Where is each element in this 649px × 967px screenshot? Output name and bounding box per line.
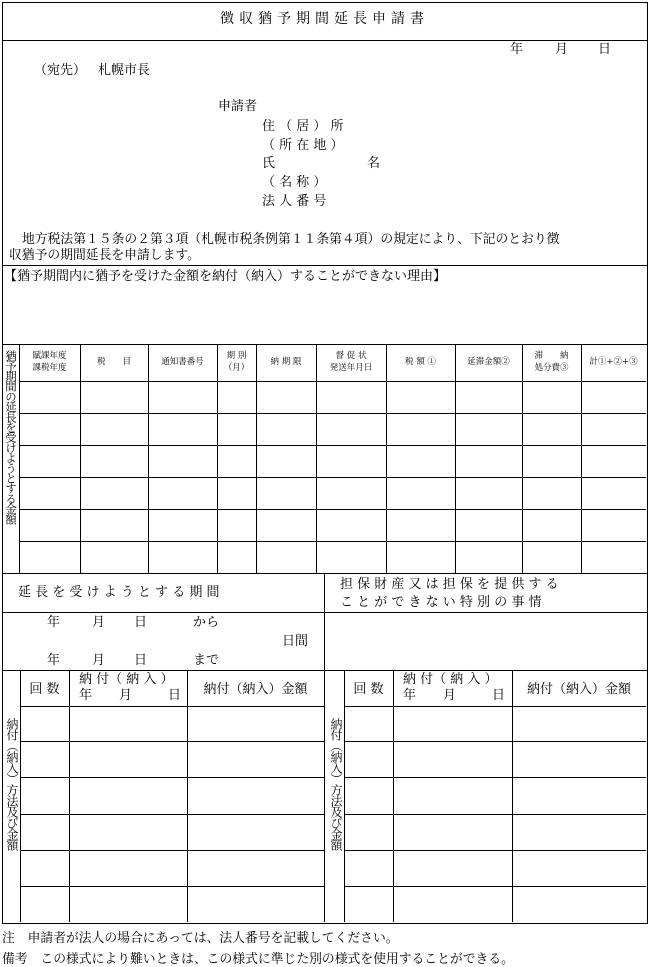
payment-cell[interactable] — [70, 851, 186, 885]
payment-cell[interactable] — [21, 815, 68, 849]
payment-cell[interactable] — [21, 742, 68, 776]
amount-cell[interactable] — [387, 542, 454, 572]
amount-cell[interactable] — [149, 510, 216, 540]
collateral-input[interactable] — [326, 614, 645, 669]
amount-cell[interactable] — [20, 414, 79, 444]
payment-date-header-line-1: 納 付（ 納 入 ） — [403, 672, 498, 687]
amount-cell[interactable] — [81, 414, 147, 444]
amount-cell[interactable] — [149, 446, 216, 476]
amount-header-6-line-1: 税 額 ① — [405, 357, 436, 367]
amount-header-0-line-1: 賦課年度 — [32, 351, 67, 361]
payment-amount-header: 納付（納入）金額 — [526, 682, 631, 697]
payment-cell[interactable] — [70, 707, 186, 740]
amount-cell[interactable] — [387, 414, 454, 444]
payment-cell[interactable] — [188, 887, 323, 921]
payment-cell[interactable] — [188, 707, 323, 740]
payment-date-header-year: 年 — [403, 688, 417, 703]
amount-cell[interactable] — [317, 542, 385, 572]
amount-cell[interactable] — [81, 510, 147, 540]
amount-cell[interactable] — [523, 446, 580, 476]
payment-cell[interactable] — [394, 851, 511, 885]
amount-cell[interactable] — [317, 478, 385, 508]
amount-cell[interactable] — [317, 382, 385, 412]
amount-cell[interactable] — [582, 478, 645, 508]
addressee-name: 札幌市長 — [98, 63, 151, 78]
amount-cell[interactable] — [456, 414, 521, 444]
payment-date-header-month: 月 — [119, 688, 133, 703]
period-collateral-divider — [324, 573, 325, 670]
amount-cell[interactable] — [317, 446, 385, 476]
payment-count-header: 回 数 — [29, 682, 60, 697]
amount-cell[interactable] — [20, 542, 79, 572]
amount-cell[interactable] — [582, 510, 645, 540]
period-to-month: 月 — [92, 653, 106, 668]
payment-cell[interactable] — [394, 815, 511, 849]
payment-cell[interactable] — [188, 742, 323, 776]
amount-cell[interactable] — [523, 542, 580, 572]
amount-cell[interactable] — [257, 542, 315, 572]
payment-cell[interactable] — [345, 887, 392, 921]
period-from-month: 月 — [92, 615, 106, 630]
payment-cell[interactable] — [188, 851, 323, 885]
payment-cell[interactable] — [394, 742, 511, 776]
amount-cell[interactable] — [81, 382, 147, 412]
payment-cell[interactable] — [394, 778, 511, 813]
amount-header-8-line-2: 処分費③ — [534, 363, 569, 373]
amount-cell[interactable] — [582, 446, 645, 476]
amount-cell[interactable] — [523, 510, 580, 540]
amount-cell[interactable] — [81, 542, 147, 572]
amount-cell[interactable] — [218, 510, 255, 540]
amount-cell[interactable] — [149, 382, 216, 412]
payment-amount-header: 納付（納入）金額 — [203, 682, 308, 697]
amount-cell[interactable] — [317, 414, 385, 444]
amount-header-5-line-2: 発送年月日 — [329, 363, 373, 373]
period-days: 日間 — [282, 634, 309, 649]
amount-cell[interactable] — [317, 510, 385, 540]
payment-date-header-day: 日 — [168, 688, 182, 703]
amount-cell[interactable] — [387, 478, 454, 508]
payment-cell[interactable] — [513, 707, 645, 740]
payment-cell[interactable] — [70, 887, 186, 921]
amount-cell[interactable] — [582, 542, 645, 572]
payment-cell[interactable] — [21, 707, 68, 740]
amount-cell[interactable] — [149, 414, 216, 444]
applicant-address-alt-label: （ 所 在 地 ） — [262, 138, 344, 153]
amount-cell[interactable] — [218, 382, 255, 412]
amount-cell[interactable] — [523, 478, 580, 508]
addressee-prefix: （宛先） — [34, 63, 87, 78]
date-month: 月 — [555, 42, 569, 57]
payment-cell[interactable] — [513, 815, 645, 849]
payment-cell[interactable] — [513, 851, 645, 885]
period-to-day: 日 — [134, 653, 148, 668]
payment-cell[interactable] — [21, 778, 68, 813]
reason-input[interactable] — [3, 287, 646, 343]
title-divider — [2, 40, 647, 41]
statement-line-1: 地方税法第１５条の２第３項（札幌市税条例第１１条第４項）の規定により、下記のとおり徴 — [22, 232, 560, 247]
payment-cell[interactable] — [345, 742, 392, 776]
payment-cell[interactable] — [345, 851, 392, 885]
amount-cell[interactable] — [582, 414, 645, 444]
payment-cell[interactable] — [394, 887, 511, 921]
page-title: 徴収猶予期間延長申請書 — [220, 11, 429, 27]
payment-side-label: 納付（納入）方法及び金額 — [5, 718, 19, 850]
date-day: 日 — [598, 42, 612, 57]
payment-date-header-month: 月 — [443, 688, 457, 703]
applicant-name-label: 氏 — [262, 156, 276, 171]
payment-cell[interactable] — [70, 742, 186, 776]
payment-cell[interactable] — [394, 707, 511, 740]
amount-side-label: 猶予期間の延長を受けようとする金額 — [4, 350, 18, 524]
amount-cell[interactable] — [387, 446, 454, 476]
period-to-word: まで — [193, 653, 220, 668]
period-from-day: 日 — [134, 615, 148, 630]
reason-divider — [2, 265, 647, 266]
amount-cell[interactable] — [20, 382, 79, 412]
note-1: 注 申請者が法人の場合にあっては、法人番号を記載してください。 — [2, 931, 399, 946]
amount-cell[interactable] — [456, 542, 521, 572]
amount-cell[interactable] — [257, 446, 315, 476]
applicant-address-label: 住 （ 居 ） 所 — [262, 119, 344, 134]
applicant-corp-number-label: 法 人 番 号 — [262, 194, 327, 209]
amount-cell[interactable] — [149, 542, 216, 572]
amount-cell[interactable] — [149, 478, 216, 508]
reason-heading: 【猶予期間内に猶予を受けた金額を納付（納入）することができない理由】 — [4, 269, 447, 284]
payment-cell[interactable] — [345, 815, 392, 849]
payment-cell[interactable] — [70, 815, 186, 849]
payment-cell[interactable] — [513, 778, 645, 813]
amount-cell[interactable] — [456, 446, 521, 476]
amount-header-5-line-1: 督 促 状 — [335, 351, 367, 361]
amount-cell[interactable] — [387, 510, 454, 540]
payment-side-label: 納付（納入）方法及び金額 — [329, 718, 343, 850]
payment-cell[interactable] — [345, 778, 392, 813]
payment-cell[interactable] — [188, 815, 323, 849]
amount-cell[interactable] — [387, 382, 454, 412]
payment-date-header-year: 年 — [79, 688, 93, 703]
amount-cell[interactable] — [257, 478, 315, 508]
payment-cell[interactable] — [70, 778, 186, 813]
applicant-label: 申請者 — [218, 99, 258, 114]
amount-header-1-line-1: 税 目 — [96, 357, 131, 367]
amount-header-8-line-1: 滞 納 — [534, 351, 569, 361]
payment-cell[interactable] — [21, 851, 68, 885]
amount-header-3-line-2: （月） — [223, 363, 250, 373]
amount-cell[interactable] — [20, 510, 79, 540]
payment-date-header-day: 日 — [492, 688, 506, 703]
payment-cell[interactable] — [188, 778, 323, 813]
amount-cell[interactable] — [257, 414, 315, 444]
amount-header-4-line-1: 納 期 限 — [270, 357, 302, 367]
amount-header-9-line-1: 計①+②+③ — [589, 357, 638, 367]
amount-cell[interactable] — [257, 510, 315, 540]
amount-cell[interactable] — [218, 542, 255, 572]
payment-cell[interactable] — [513, 742, 645, 776]
amount-cell[interactable] — [81, 446, 147, 476]
payment-count-header: 回 数 — [353, 682, 384, 697]
collateral-heading-line-2: こ と が で き な い 特 別 の 事 情 — [340, 595, 542, 610]
amount-cell[interactable] — [218, 446, 255, 476]
amount-cell[interactable] — [218, 414, 255, 444]
period-from-year: 年 — [47, 615, 61, 630]
amount-cell[interactable] — [20, 446, 79, 476]
period-heading: 延 長 を 受 け よ う と す る 期 間 — [18, 585, 220, 600]
amount-cell[interactable] — [257, 382, 315, 412]
period-to-year: 年 — [47, 653, 61, 668]
payment-cell[interactable] — [513, 887, 645, 921]
amount-header-0-line-2: 課税年度 — [32, 363, 67, 373]
amount-cell[interactable] — [20, 478, 79, 508]
date-year: 年 — [510, 42, 524, 57]
amount-cell[interactable] — [523, 382, 580, 412]
applicant-name-alt-label: （ 名 称 ） — [262, 175, 327, 190]
note-2: 備考 この様式により難いときは、この様式に準じた別の様式を使用することができる。 — [2, 952, 514, 967]
period-from-word: から — [193, 615, 220, 630]
collateral-heading-line-1: 担 保 財 産 又 は 担 保 を 提 供 す る — [340, 577, 559, 592]
amount-header-3-line-1: 期 別 — [226, 351, 247, 361]
amount-cell[interactable] — [456, 382, 521, 412]
amount-cell[interactable] — [523, 414, 580, 444]
payment-date-header-line-1: 納 付（ 納 入 ） — [79, 672, 174, 687]
amount-cell[interactable] — [582, 382, 645, 412]
amount-cell[interactable] — [218, 478, 255, 508]
amount-header-2-line-1: 通知書番号 — [161, 357, 204, 367]
payment-cell[interactable] — [21, 887, 68, 921]
applicant-name-label-end: 名 — [367, 156, 381, 171]
amount-cell[interactable] — [81, 478, 147, 508]
statement-line-2: 収猶予の期間延長を申請します。 — [9, 248, 200, 263]
amount-header-7-line-1: 延滞金額② — [467, 357, 510, 367]
amount-cell[interactable] — [456, 510, 521, 540]
payment-cell[interactable] — [345, 707, 392, 740]
amount-table-top — [2, 344, 647, 345]
amount-cell[interactable] — [456, 478, 521, 508]
